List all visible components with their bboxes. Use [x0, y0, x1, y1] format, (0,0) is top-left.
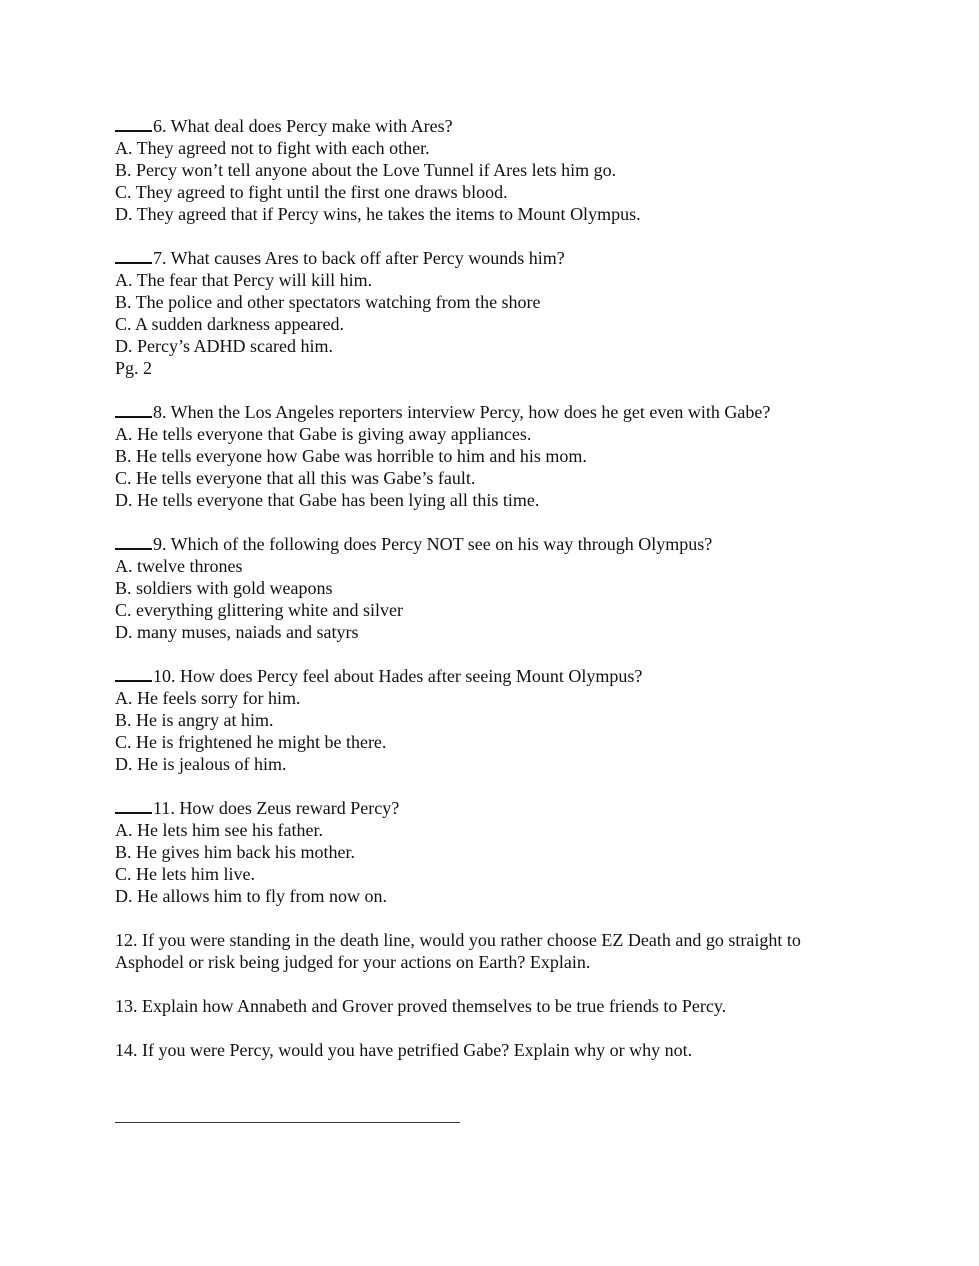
spacer [115, 907, 805, 929]
spacer [115, 643, 805, 665]
question-6-stem-line [115, 115, 805, 137]
spacer [115, 225, 805, 247]
question-8-stem-line [115, 401, 805, 423]
worksheet-content [115, 115, 805, 1061]
spacer [115, 973, 805, 995]
question-10-stem: 10. How does Percy feel about Hades after seeing Mount Olympus? [153, 666, 643, 686]
question-13: 13. Explain how Annabeth and Grover proved themselves to be true friends to Percy. [115, 996, 727, 1016]
question-6-option-d: D. They agreed that if Percy wins, he takes the items to Mount Olympus. [115, 204, 641, 224]
question-8-option-c: C. He tells everyone that all this was Gabe’s fault. [115, 468, 476, 488]
question-11 [115, 797, 805, 907]
question-7-option-b: B. The police and other spectators watching from the shore [115, 292, 541, 312]
question-14: 14. If you were Percy, would you have petrified Gabe? Explain why or why not. [115, 1040, 693, 1060]
question-11-stem-line [115, 797, 805, 819]
question-9-option-a: A. twelve thrones [115, 556, 243, 576]
question-11-option-a: A. He lets him see his father. [115, 820, 323, 840]
answer-blank [115, 534, 152, 550]
question-6-option-b: B. Percy won’t tell anyone about the Love Tunnel if Ares lets him go. [115, 160, 617, 180]
question-9-option-b: B. soldiers with gold weapons [115, 578, 333, 598]
question-6 [115, 115, 805, 225]
question-9-option-d: D. many muses, naiads and satyrs [115, 622, 359, 642]
question-8-option-d: D. He tells everyone that Gabe has been lying all this time. [115, 490, 540, 510]
spacer [115, 379, 805, 401]
question-11-option-c: C. He lets him live. [115, 864, 255, 884]
question-8-option-b: B. He tells everyone how Gabe was horrible to him and his mom. [115, 446, 587, 466]
question-9-option-c: C. everything glittering white and silver [115, 600, 403, 620]
question-6-option-c: C. They agreed to fight until the first one draws blood. [115, 182, 508, 202]
question-9-stem: 9. Which of the following does Percy NOT see on his way through Olympus? [153, 534, 713, 554]
question-6-stem: 6. What deal does Percy make with Ares? [153, 116, 453, 136]
question-6-option-a: A. They agreed not to fight with each other. [115, 138, 430, 158]
question-11-stem: 11. How does Zeus reward Percy? [153, 798, 400, 818]
question-10-stem-line [115, 665, 805, 687]
question-9 [115, 533, 805, 643]
question-8-option-a: A. He tells everyone that Gabe is giving away appliances. [115, 424, 532, 444]
question-7-option-d: D. Percy’s ADHD scared him. [115, 336, 333, 356]
question-8 [115, 401, 805, 511]
question-11-option-d: D. He allows him to fly from now on. [115, 886, 387, 906]
question-7-stem: 7. What causes Ares to back off after Percy wounds him? [153, 248, 565, 268]
page-label: Pg. 2 [115, 358, 153, 378]
answer-blank [115, 116, 152, 132]
question-11-option-b: B. He gives him back his mother. [115, 842, 355, 862]
question-10-option-b: B. He is angry at him. [115, 710, 274, 730]
question-8-stem: 8. When the Los Angeles reporters interview Percy, how does he get even with Gabe? [153, 402, 771, 422]
answer-blank [115, 248, 152, 264]
question-7-option-c: C. A sudden darkness appeared. [115, 314, 344, 334]
question-7-option-a: A. The fear that Percy will kill him. [115, 270, 373, 290]
question-7-stem-line [115, 247, 805, 269]
spacer [115, 1017, 805, 1039]
question-10-option-d: D. He is jealous of him. [115, 754, 287, 774]
spacer [115, 511, 805, 533]
question-7 [115, 247, 805, 357]
answer-blank [115, 798, 152, 814]
question-9-stem-line [115, 533, 805, 555]
answer-line [115, 1122, 460, 1123]
answer-blank [115, 666, 152, 682]
question-10 [115, 665, 805, 775]
question-10-option-a: A. He feels sorry for him. [115, 688, 301, 708]
question-10-option-c: C. He is frightened he might be there. [115, 732, 387, 752]
answer-blank [115, 402, 152, 418]
question-12: 12. If you were standing in the death line, would you rather choose EZ Death and go straight to Asphodel or risk being judged for your actions on Earth? Explain. [115, 930, 801, 972]
spacer [115, 775, 805, 797]
